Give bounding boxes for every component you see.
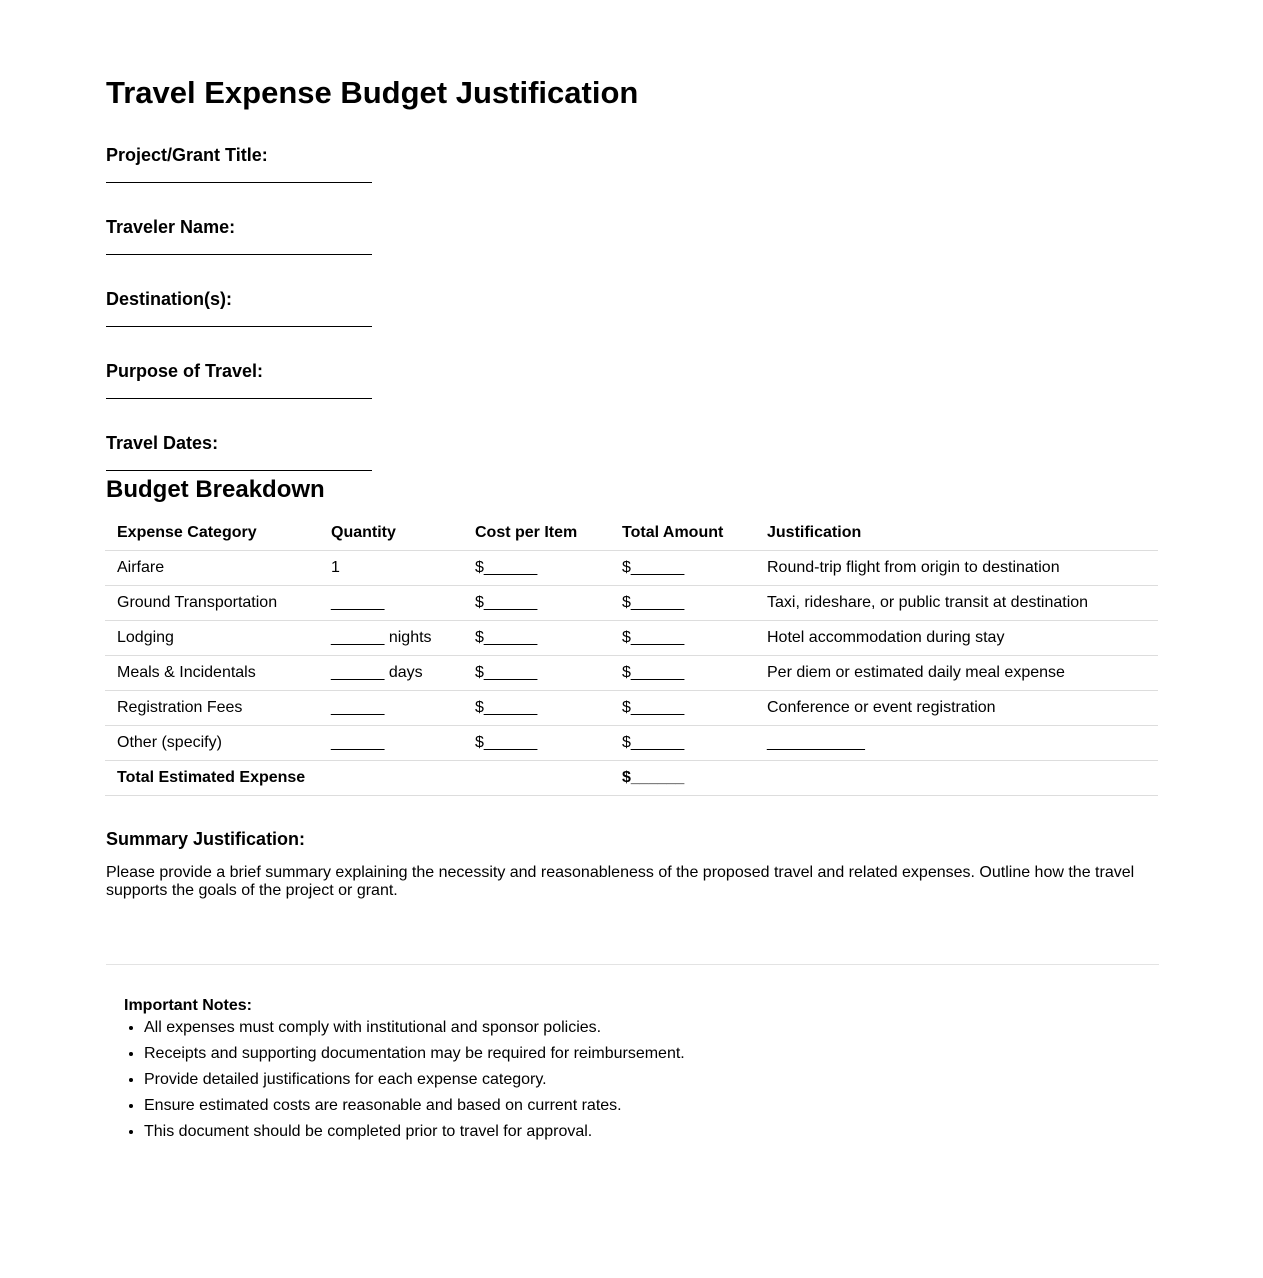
table-row [105,621,1158,656]
table-row [105,691,1158,726]
table-row [105,656,1158,691]
table-row [105,726,1158,761]
cell-cost: $______ [463,656,610,691]
cell-justification: Hotel accommodation during stay [755,621,1158,656]
cell-quantity: ______ [319,726,463,761]
cell-category: Registration Fees [105,691,319,726]
summary-text: Please provide a brief summary explaining the necessity and reasonableness of the proposed travel and related expenses. Outline how the travel supports the goals of the project or grant. [106,864,1135,899]
cell-total: $______ [610,621,755,656]
cell-category: Ground Transportation [105,586,319,621]
cell-empty [463,761,610,796]
cell-justification: Round-trip flight from origin to destination [755,551,1158,586]
list-item: • Ensure estimated costs are reasonable and based on current rates. [144,1093,1158,1119]
field-label: Traveler Name: [106,217,236,237]
list-item: • Receipts and supporting documentation may be required for reimbursement. [144,1041,1158,1067]
cell-justification: Conference or event registration [755,691,1158,726]
cell-quantity: ______ days [319,656,463,691]
budget-table [105,515,1158,796]
cell-total: $______ [610,691,755,726]
info-fields [106,111,1158,471]
cell-total: $______ [610,726,755,761]
important-notes [106,997,1158,1145]
cell-cost: $______ [463,726,610,761]
field-project-title [106,144,1158,183]
field-blank-line[interactable] [106,470,372,471]
notes-list [124,1015,1158,1145]
cell-empty [755,761,1158,796]
cell-empty [319,761,463,796]
budget-section-title: Budget Breakdown [106,476,325,503]
section-divider [106,964,1159,965]
cell-justification: ___________ [755,726,1158,761]
field-blank-line[interactable] [106,326,372,327]
field-label: Destination(s): [106,289,232,309]
cell-cost: $______ [463,621,610,656]
column-header: Expense Category [105,515,319,551]
cell-category: Lodging [105,621,319,656]
column-header: Total Amount [610,515,755,551]
notes-title: Important Notes: [124,997,252,1014]
total-amount: $______ [610,761,755,796]
list-item: • Provide detailed justifications for each expense category. [144,1067,1158,1093]
cell-quantity: ______ [319,691,463,726]
cell-justification: Per diem or estimated daily meal expense [755,656,1158,691]
table-row [105,551,1158,586]
cell-total: $______ [610,586,755,621]
column-header: Quantity [319,515,463,551]
field-destinations [106,288,1158,327]
cell-category: Meals & Incidentals [105,656,319,691]
cell-quantity: 1 [319,551,463,586]
field-blank-line[interactable] [106,182,372,183]
field-label: Purpose of Travel: [106,361,264,381]
field-traveler-name [106,216,1158,255]
field-label: Project/Grant Title: [106,145,268,165]
field-blank-line[interactable] [106,254,372,255]
total-label: Total Estimated Expense [105,761,319,796]
field-label: Travel Dates: [106,433,219,453]
cell-category: Airfare [105,551,319,586]
field-blank-line[interactable] [106,398,372,399]
cell-justification: Taxi, rideshare, or public transit at destination [755,586,1158,621]
list-item: • This document should be completed prior to travel for approval. [144,1119,1158,1145]
cell-cost: $______ [463,586,610,621]
cell-cost: $______ [463,691,610,726]
cell-total: $______ [610,656,755,691]
cell-cost: $______ [463,551,610,586]
column-header: Cost per Item [463,515,610,551]
cell-quantity: ______ nights [319,621,463,656]
list-item: • All expenses must comply with institutional and sponsor policies. [144,1015,1158,1041]
cell-total: $______ [610,551,755,586]
summary-label: Summary Justification: [106,829,306,849]
table-header-row [105,515,1158,551]
table-row [105,586,1158,621]
cell-quantity: ______ [319,586,463,621]
cell-category: Other (specify) [105,726,319,761]
document-title: Travel Expense Budget Justification [106,75,639,110]
column-header: Justification [755,515,1158,551]
total-row [105,761,1158,796]
field-travel-dates [106,432,1158,471]
field-purpose [106,360,1158,399]
